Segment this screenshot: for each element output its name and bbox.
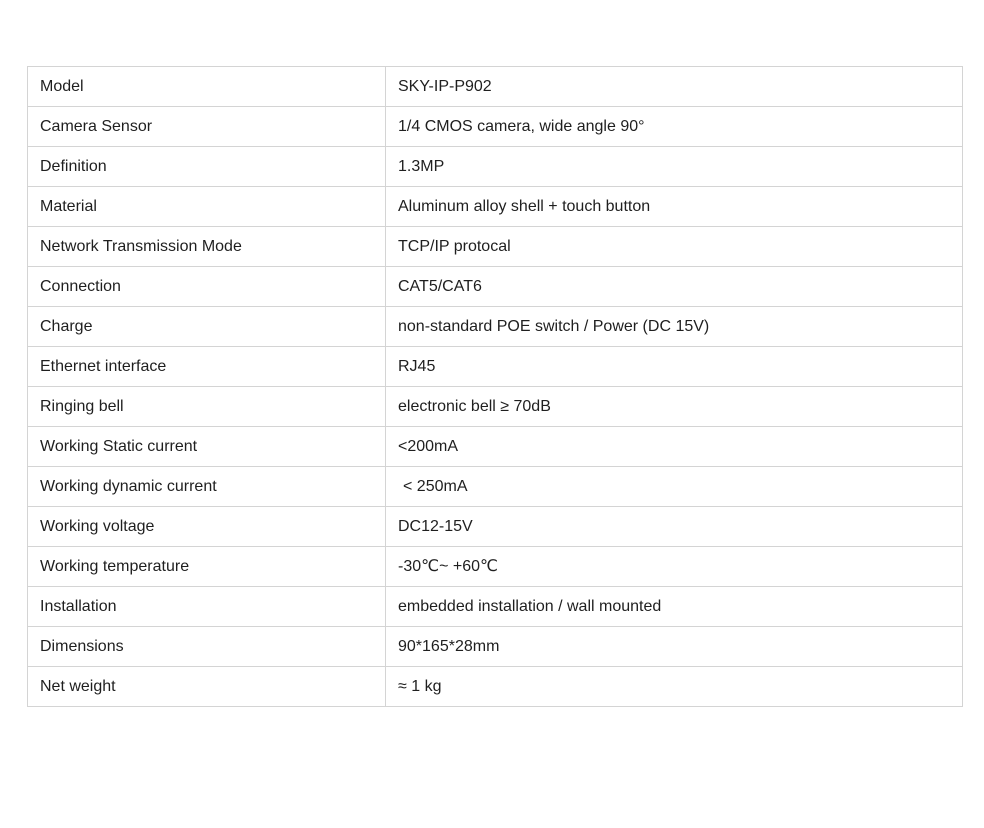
spec-value-cell: <200mA — [386, 427, 963, 467]
spec-label-cell: Dimensions — [28, 627, 386, 667]
spec-row — [28, 67, 963, 107]
spec-value-cell: RJ45 — [386, 347, 963, 387]
spec-value-cell: TCP/IP protocal — [386, 227, 963, 267]
specification-table — [27, 66, 963, 707]
spec-row — [28, 227, 963, 267]
spec-row — [28, 587, 963, 627]
spec-label-cell: Ringing bell — [28, 387, 386, 427]
spec-label-cell: Network Transmission Mode — [28, 227, 386, 267]
spec-row — [28, 507, 963, 547]
spec-label-cell: Working voltage — [28, 507, 386, 547]
spec-label-cell: Net weight — [28, 667, 386, 707]
spec-value-cell: SKY-IP-P902 — [386, 67, 963, 107]
spec-label-cell: Definition — [28, 147, 386, 187]
spec-value-cell: 1.3MP — [386, 147, 963, 187]
spec-label-cell: Ethernet interface — [28, 347, 386, 387]
spec-value-cell: < 250mA — [386, 467, 963, 507]
spec-row — [28, 467, 963, 507]
spec-row — [28, 547, 963, 587]
spec-row — [28, 347, 963, 387]
spec-label-cell: Working temperature — [28, 547, 386, 587]
spec-label-cell: Charge — [28, 307, 386, 347]
spec-row — [28, 147, 963, 187]
spec-value-cell: CAT5/CAT6 — [386, 267, 963, 307]
spec-row — [28, 187, 963, 227]
spec-label-cell: Working dynamic current — [28, 467, 386, 507]
spec-value-cell: electronic bell ≥ 70dB — [386, 387, 963, 427]
spec-value-cell: -30℃~ +60℃ — [386, 547, 963, 587]
spec-value-cell: ≈ 1 kg — [386, 667, 963, 707]
spec-row — [28, 627, 963, 667]
spec-value-cell: 90*165*28mm — [386, 627, 963, 667]
spec-row — [28, 267, 963, 307]
spec-row — [28, 667, 963, 707]
spec-row — [28, 387, 963, 427]
spec-label-cell: Material — [28, 187, 386, 227]
spec-value-cell: Aluminum alloy shell + touch button — [386, 187, 963, 227]
spec-label-cell: Working Static current — [28, 427, 386, 467]
spec-label-cell: Camera Sensor — [28, 107, 386, 147]
spec-value-cell: embedded installation / wall mounted — [386, 587, 963, 627]
spec-row — [28, 307, 963, 347]
spec-value-cell: DC12-15V — [386, 507, 963, 547]
specification-table-body — [28, 67, 963, 707]
spec-label-cell: Model — [28, 67, 386, 107]
spec-row — [28, 427, 963, 467]
spec-value-cell: 1/4 CMOS camera, wide angle 90° — [386, 107, 963, 147]
spec-value-cell: non-standard POE switch / Power (DC 15V) — [386, 307, 963, 347]
spec-label-cell: Installation — [28, 587, 386, 627]
spec-label-cell: Connection — [28, 267, 386, 307]
spec-row — [28, 107, 963, 147]
